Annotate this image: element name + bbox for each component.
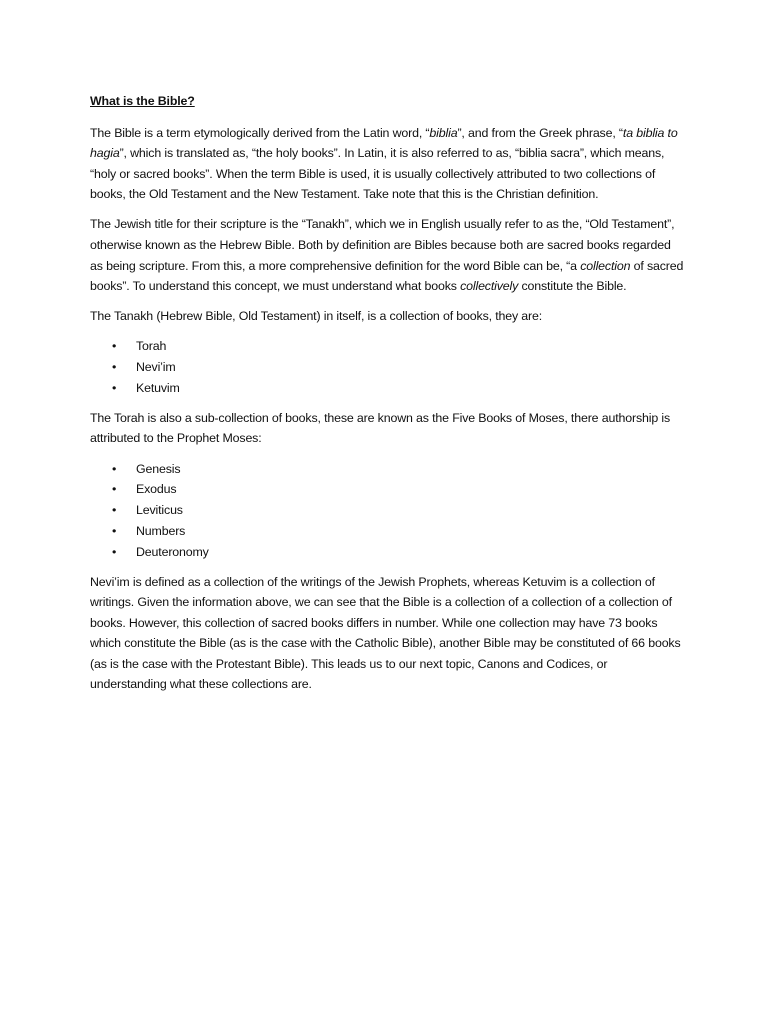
list-item-label: Torah (136, 339, 167, 354)
list-item-label: Nevi’im (136, 360, 176, 375)
p2-text-c: of sacred books”. To understand this concept, we must understand what books (90, 258, 684, 294)
list-item (90, 521, 686, 542)
bullet-icon: • (112, 544, 117, 559)
list-item (90, 500, 686, 521)
document-page (90, 91, 686, 705)
p2-italic-collection: collection (580, 258, 631, 273)
paragraph-tanakh-collection: The Tanakh (Hebrew Bible, Old Testament) in itself, is a collection of books, they are: (90, 309, 543, 324)
paragraph-tanakh (90, 214, 686, 296)
list-item (90, 479, 686, 500)
bullet-icon: • (112, 523, 117, 538)
p1-text-e: ”, which is translated as, “the holy books”. In Latin, it is also referred to as, “biblia sacra”, which means, “holy or sacred books”. When the term Bible is used, it is usually collectively attributed to two collections of books, the Old Testament and the New Testament. Take note that this is the Christian definition. (90, 146, 665, 202)
p1-text-a: The Bible is a term etymologically derived from the Latin word, “ (90, 125, 430, 140)
list-item-label: Numbers (136, 523, 186, 538)
paragraph-torah: The Torah is also a sub-collection of books, these are known as the Five Books of Moses, there authorship is attributed to the Prophet Moses: (90, 410, 671, 446)
bullet-icon: • (112, 482, 117, 497)
p1-italic-biblia: biblia (429, 125, 458, 140)
list-item-label: Exodus (136, 482, 177, 497)
document-title: What is the Bible? (90, 94, 195, 108)
p1-italic-greek-phrase: ta biblia to hagia (90, 125, 678, 161)
p2-italic-collectively: collectively (460, 279, 519, 294)
list-item (90, 357, 686, 378)
tanakh-list (90, 336, 686, 398)
list-item-label: Ketuvim (136, 381, 180, 396)
list-item-label: Deuteronomy (136, 544, 209, 559)
paragraph-bible-definition (90, 123, 686, 205)
bullet-icon: • (112, 339, 117, 354)
p2-text-e: constitute the Bible. (518, 279, 627, 294)
p2-text-a: The Jewish title for their scripture is the “Tanakh”, which we in English usually refer to as the, “Old Testament”, otherwise known as the Hebrew Bible. Both by definition are Bibles because both are sacred books regarded as being scripture. From this, a more comprehensive definition for the word Bible can be, “a (90, 217, 675, 273)
list-item (90, 336, 686, 357)
bullet-icon: • (112, 503, 117, 518)
list-item-label: Genesis (136, 461, 181, 476)
paragraph-neviim-ketuvim: Nevi’im is defined as a collection of the writings of the Jewish Prophets, whereas Ketuvim is a collection of writings. Given the information above, we can see that the Bible is a collection of a collection of a collection of books. However, this collection of sacred books differs in number. While one collection may have 73 books which constitute the Bible (as is the case with the Catholic Bible), another Bible may be constituted of 66 books (as is the case with the Protestant Bible). This leads us to our next topic, Canons and Codices, or understanding what these collections are. (90, 574, 681, 692)
torah-books-list (90, 459, 686, 563)
bullet-icon: • (112, 360, 117, 375)
p1-text-c: ”, and from the Greek phrase, “ (457, 125, 623, 140)
list-item (90, 542, 686, 563)
list-item-label: Leviticus (136, 503, 183, 518)
bullet-icon: • (112, 381, 117, 396)
list-item (90, 378, 686, 399)
list-item (90, 459, 686, 480)
bullet-icon: • (112, 461, 117, 476)
